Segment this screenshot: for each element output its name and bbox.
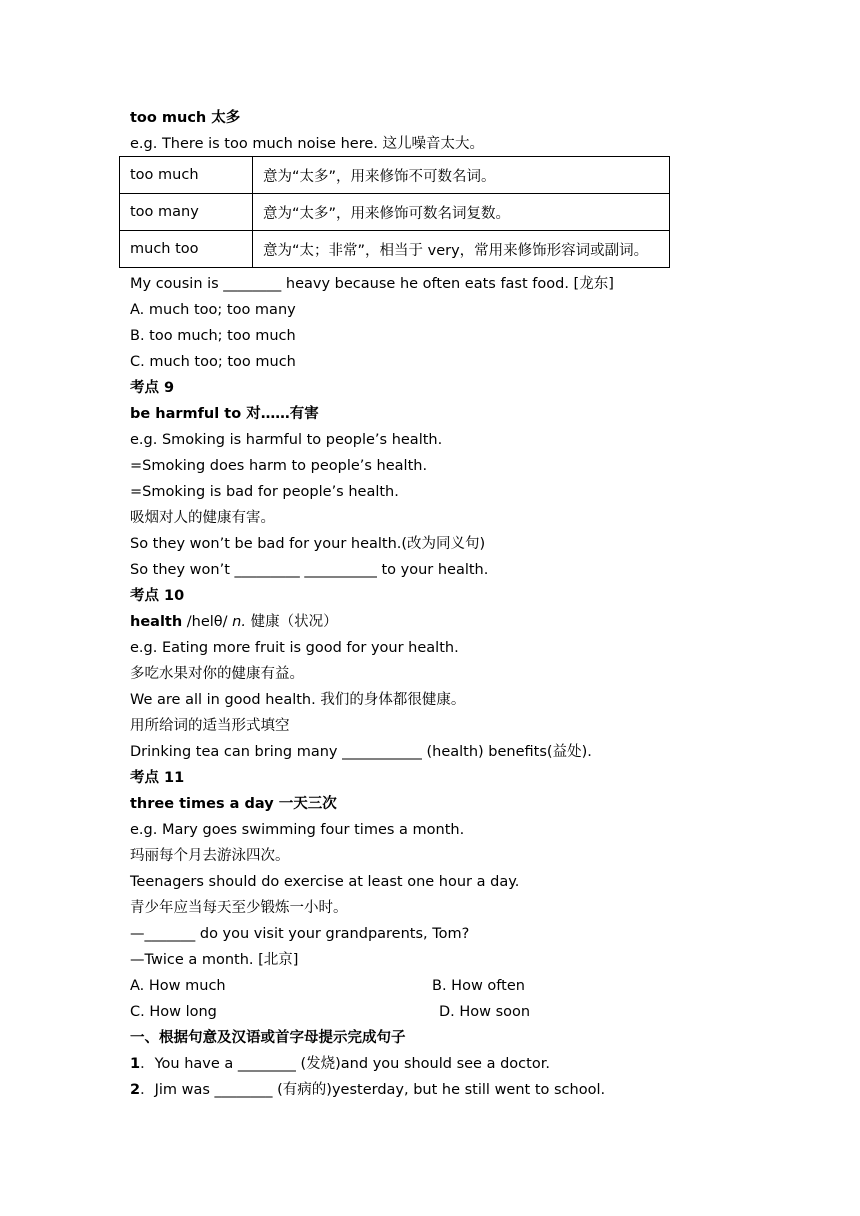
s1-option-c: C. much too; too much — [130, 354, 296, 370]
table-desc: 意为“太多”，用来修饰可数名词复数。 — [253, 194, 670, 231]
s10-heading — [130, 612, 338, 632]
s1-option-b: B. too much; too much — [130, 328, 296, 344]
table-term: much too — [120, 231, 253, 268]
table-row — [120, 157, 670, 194]
s1-question: My cousin is ________ heavy because he often eats fast food. [龙东] — [130, 276, 614, 292]
s10-phonetic: /helθ/ — [182, 614, 233, 630]
table-desc: 意为“太多”，用来修饰不可数名词。 — [253, 157, 670, 194]
s11-line: —Twice a month. [北京] — [130, 952, 299, 968]
item-number: 2 — [130, 1082, 141, 1098]
s1-heading: too much 太多 — [130, 110, 241, 126]
s9-heading: be harmful to 对……有害 — [130, 406, 319, 422]
s10-pos: n. — [232, 614, 246, 630]
s1-example: e.g. There is too much noise here. 这儿噪音太大。 — [130, 136, 484, 152]
s10-line: 多吃水果对你的健康有益。 — [130, 666, 304, 682]
s10-line: Drinking tea can bring many ___________ (health) benefits(益处). — [130, 744, 592, 760]
item-text: ．You have a ________ (发烧)and you should see a doctor. — [140, 1056, 550, 1072]
part1-item — [130, 1054, 550, 1074]
s11-label: 考点 11 — [130, 770, 185, 786]
s9-label: 考点 9 — [130, 380, 175, 396]
s10-line: 用所给词的适当形式填空 — [130, 718, 290, 734]
s9-line: e.g. Smoking is harmful to people’s health. — [130, 432, 443, 448]
s11-option-b: B. How often — [432, 978, 525, 994]
s9-line: =Smoking does harm to people’s health. — [130, 458, 428, 474]
s11-line: 青少年应当每天至少锻炼一小时。 — [130, 900, 348, 916]
table-row — [120, 194, 670, 231]
s11-line: —_______ do you visit your grandparents, Tom? — [130, 926, 470, 942]
s11-heading: three times a day 一天三次 — [130, 796, 337, 812]
item-text: ．Jim was ________ (有病的)yesterday, but he still went to school. — [140, 1082, 606, 1098]
part1-heading: 一、根据句意及汉语或首字母提示完成句子 — [130, 1030, 406, 1046]
s11-option-a: A. How much — [130, 978, 226, 994]
s10-line: We are all in good health. 我们的身体都很健康。 — [130, 692, 466, 708]
s9-line: So they won’t be bad for your health.(改为同义句) — [130, 536, 486, 552]
table-desc: 意为“太；非常”，相当于 very，常用来修饰形容词或副词。 — [253, 231, 670, 268]
s10-word: health — [130, 614, 183, 630]
s10-line: e.g. Eating more fruit is good for your health. — [130, 640, 459, 656]
s9-line: So they won’t _________ __________ to your health. — [130, 562, 489, 578]
table-term: too much — [120, 157, 253, 194]
part1-item — [130, 1080, 605, 1100]
item-number: 1 — [130, 1056, 141, 1072]
s11-option-c: C. How long — [130, 1004, 217, 1020]
s10-meaning: 健康（状况） — [245, 614, 338, 630]
s10-label: 考点 10 — [130, 588, 185, 604]
s9-line: 吸烟对人的健康有害。 — [130, 510, 275, 526]
s1-option-a: A. much too; too many — [130, 302, 296, 318]
comparison-table — [119, 156, 670, 268]
s11-line: 玛丽每个月去游泳四次。 — [130, 848, 290, 864]
s11-option-d: D. How soon — [439, 1004, 531, 1020]
s9-line: =Smoking is bad for people’s health. — [130, 484, 399, 500]
s11-line: e.g. Mary goes swimming four times a month. — [130, 822, 465, 838]
table-term: too many — [120, 194, 253, 231]
s11-line: Teenagers should do exercise at least one hour a day. — [130, 874, 520, 890]
table-row — [120, 231, 670, 268]
